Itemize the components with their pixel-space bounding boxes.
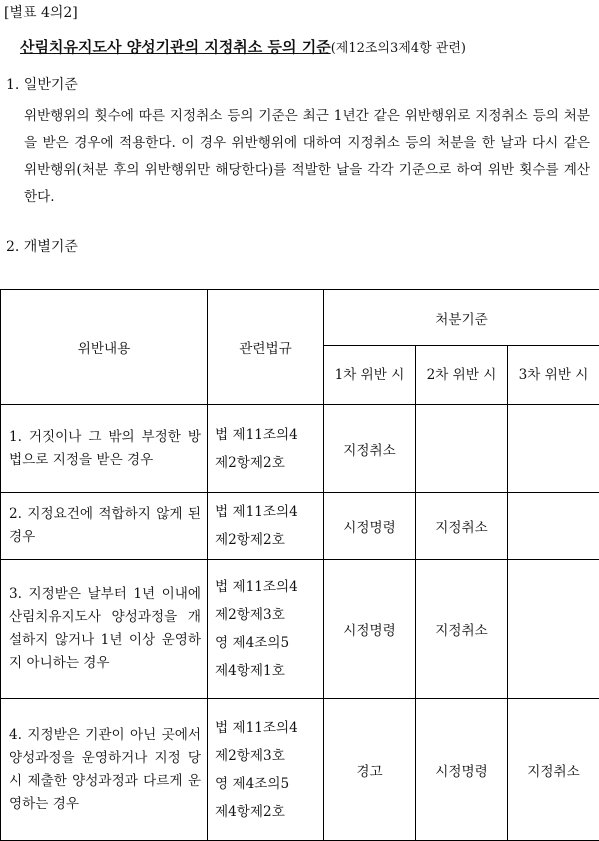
violation-cell: 3. 지정받은 날부터 1년 이내에 산림치유지도사 양성과정을 개설하지 않거나 1년 이상 운영하지 아니하는 경우 — [1, 560, 208, 699]
law-cell: 법 제11조의4 제2항제3호 영 제4조의5 제4항제1호 — [208, 560, 324, 699]
first-violation-cell: 경고 — [324, 699, 416, 841]
violation-cell: 1. 거짓이나 그 밖의 부정한 방법으로 지정을 받은 경우 — [1, 405, 208, 493]
title-related: (제12조의3제4항 관련) — [331, 41, 466, 56]
header-first: 1차 위반 시 — [324, 346, 416, 405]
header-third: 3차 위반 시 — [508, 346, 599, 405]
section-1-text: 위반행위의 횟수에 따른 지정취소 등의 기준은 최근 1년간 같은 위반행위로 지정취소 등의 처분을 받은 경우에 적용한다. 이 경우 위반행위에 대하여 지정취소 등의 처분을 한 날과 다시 같은 위반행위(처분 후의 위반행위만 해당한다)를 적발한 날을 각각 기준으로 하여 위반 횟수를 계산한다. — [24, 103, 590, 211]
second-violation-cell — [416, 405, 508, 493]
third-violation-cell — [508, 493, 599, 560]
second-violation-cell: 지정취소 — [416, 493, 508, 560]
section-2-heading: 2. 개별기준 — [6, 236, 78, 256]
header-second: 2차 위반 시 — [416, 346, 508, 405]
law-cell: 법 제11조의4 제2항제3호 영 제4조의5 제4항제2호 — [208, 699, 324, 841]
third-violation-cell: 지정취소 — [508, 699, 599, 841]
first-violation-cell: 시정명령 — [324, 560, 416, 699]
second-violation-cell: 지정취소 — [416, 560, 508, 699]
appendix-label: [별표 4의2] — [4, 2, 78, 22]
third-violation-cell — [508, 560, 599, 699]
violation-cell: 4. 지정받은 기관이 아닌 곳에서 양성과정을 운영하거나 지정 당시 제출한 양성과정과 다르게 운영하는 경우 — [1, 699, 208, 841]
section-1-heading: 1. 일반기준 — [6, 74, 78, 94]
first-violation-cell: 시정명령 — [324, 493, 416, 560]
law-cell: 법 제11조의4 제2항제2호 — [208, 493, 324, 560]
violation-cell: 2. 지정요건에 적합하지 않게 된 경우 — [1, 493, 208, 560]
first-violation-cell: 지정취소 — [324, 405, 416, 493]
table-row — [1, 560, 599, 699]
criteria-table — [0, 289, 599, 841]
header-law: 관련법규 — [208, 290, 324, 405]
table-row — [1, 493, 599, 560]
header-penalty: 처분기준 — [324, 290, 599, 346]
third-violation-cell — [508, 405, 599, 493]
second-violation-cell: 시정명령 — [416, 699, 508, 841]
table-row — [1, 699, 599, 841]
document-title — [20, 36, 466, 57]
table-row — [1, 405, 599, 493]
title-main: 산림치유지도사 양성기관의 지정취소 등의 기준 — [20, 38, 331, 56]
header-violation: 위반내용 — [1, 290, 208, 405]
law-cell: 법 제11조의4 제2항제2호 — [208, 405, 324, 493]
